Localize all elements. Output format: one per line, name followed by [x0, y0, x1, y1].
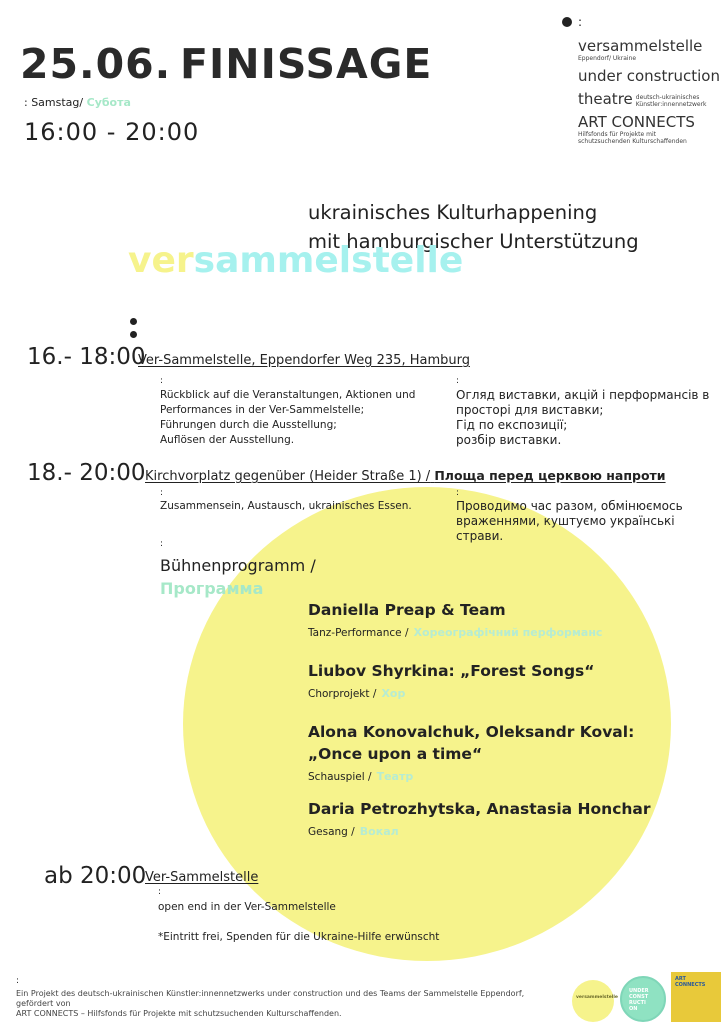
- act-1: Daniella Preap & Team Tanz-Performance / Хореографічний перформанс: [308, 601, 603, 639]
- slot3-line1: open end in der Ver-Sammelstelle: [158, 901, 336, 913]
- slot2-uk-colon: :: [456, 488, 460, 498]
- slot3-colon: :: [158, 887, 162, 897]
- versammelstelle-logo: versammelstelle: [572, 980, 614, 1022]
- partner-under-construction: under construction: [578, 67, 720, 85]
- stage-title-uk: Программа: [160, 579, 264, 598]
- slot3-place: Ver-Sammelstelle: [145, 870, 259, 885]
- slot1-description-de: Rückblick auf die Veranstaltungen, Aktionen und Performances in der Ver-Sammelstelle; Führungen durch die Ausstellung; Auflösen der Ausstellung.: [160, 389, 416, 446]
- footer-colon: :: [16, 976, 20, 986]
- weekday-uk: Субота: [86, 96, 131, 109]
- slot3-time: ab 20:00: [44, 863, 147, 889]
- versammelstelle-wordmark: versammelstelle: [128, 240, 464, 281]
- stage-title-de: Bühnenprogramm /: [160, 556, 316, 575]
- partner-versammelstelle: versammelstelle Eppendorf/ Ukraine: [578, 37, 703, 62]
- slot1-time: 16.- 18:00: [27, 344, 146, 370]
- slot1-de-colon: :: [160, 376, 164, 386]
- slot1-description-uk: Огляд виставки, акцій і перформансів в просторі для виставки; Гід по експозиції; розбір виставки.: [456, 388, 710, 447]
- weekday-de: : Samstag/: [24, 96, 84, 109]
- slot2-de-colon: :: [160, 488, 164, 498]
- art-connects-logo: ART CONNECTS: [671, 972, 721, 1022]
- section-dot-icon: [130, 331, 137, 338]
- slot2-description-uk: Проводимо час разом, обмінюємось враженнями, куштуємо українські страви.: [456, 499, 683, 543]
- slot2-time: 18.- 20:00: [27, 460, 146, 486]
- act-2: Liubov Shyrkina: „Forest Songs“ Chorprojekt / Хор: [308, 662, 595, 700]
- slot2-description-de: Zusammensein, Austausch, ukrainisches Essen.: [160, 500, 412, 512]
- bullet-dot-icon: [562, 17, 572, 27]
- footer-credits: Ein Projekt des deutsch-ukrainischen Künstler:innennetzwerks under construction und des Teams der Sammelstelle Eppendorf, gefördert von ART CONNECTS – Hilfsfonds für Projekte mit schutzsuchenden Kulturschaffenden.: [16, 989, 525, 1018]
- logo-list-colon: :: [578, 15, 583, 29]
- event-hours: 16:00 - 20:00: [24, 118, 200, 146]
- event-title: FINISSAGE: [180, 40, 433, 88]
- event-date: 25.06.: [20, 40, 172, 88]
- act-4: Daria Petrozhytska, Anastasia Honchar Gesang / Вокал: [308, 800, 651, 838]
- partner-theatre: theatre deutsch-ukrainisches Künstler:innennetzwerk: [578, 90, 707, 108]
- slot2-place: Kirchvorplatz gegenüber (Heider Straße 1) / Площа перед церквою напроти: [145, 468, 666, 484]
- partner-art-connects: ART CONNECTS Hilfsfonds für Projekte mit schutzsuchenden Kulturschaffenden: [578, 113, 695, 145]
- stage-colon: :: [160, 539, 164, 549]
- section-dot-icon: [130, 318, 137, 325]
- headline: ukrainisches Kulturhappening mit hamburgischer Unterstützung: [308, 201, 639, 253]
- slot3-line2: *Eintritt frei, Spenden für die Ukraine-Hilfe erwünscht: [158, 931, 440, 943]
- slot1-place: Ver-Sammelstelle, Eppendorfer Weg 235, Hamburg: [138, 353, 470, 368]
- act-3: Alona Konovalchuk, Oleksandr Koval: „Once upon a time“ Schauspiel / Театр: [308, 723, 635, 783]
- under-construction-logo: UNDER CONST RUCTI ON: [620, 976, 666, 1022]
- weekday: [24, 96, 131, 109]
- slot1-uk-colon: :: [456, 376, 460, 386]
- partner-logo-list: [578, 38, 718, 145]
